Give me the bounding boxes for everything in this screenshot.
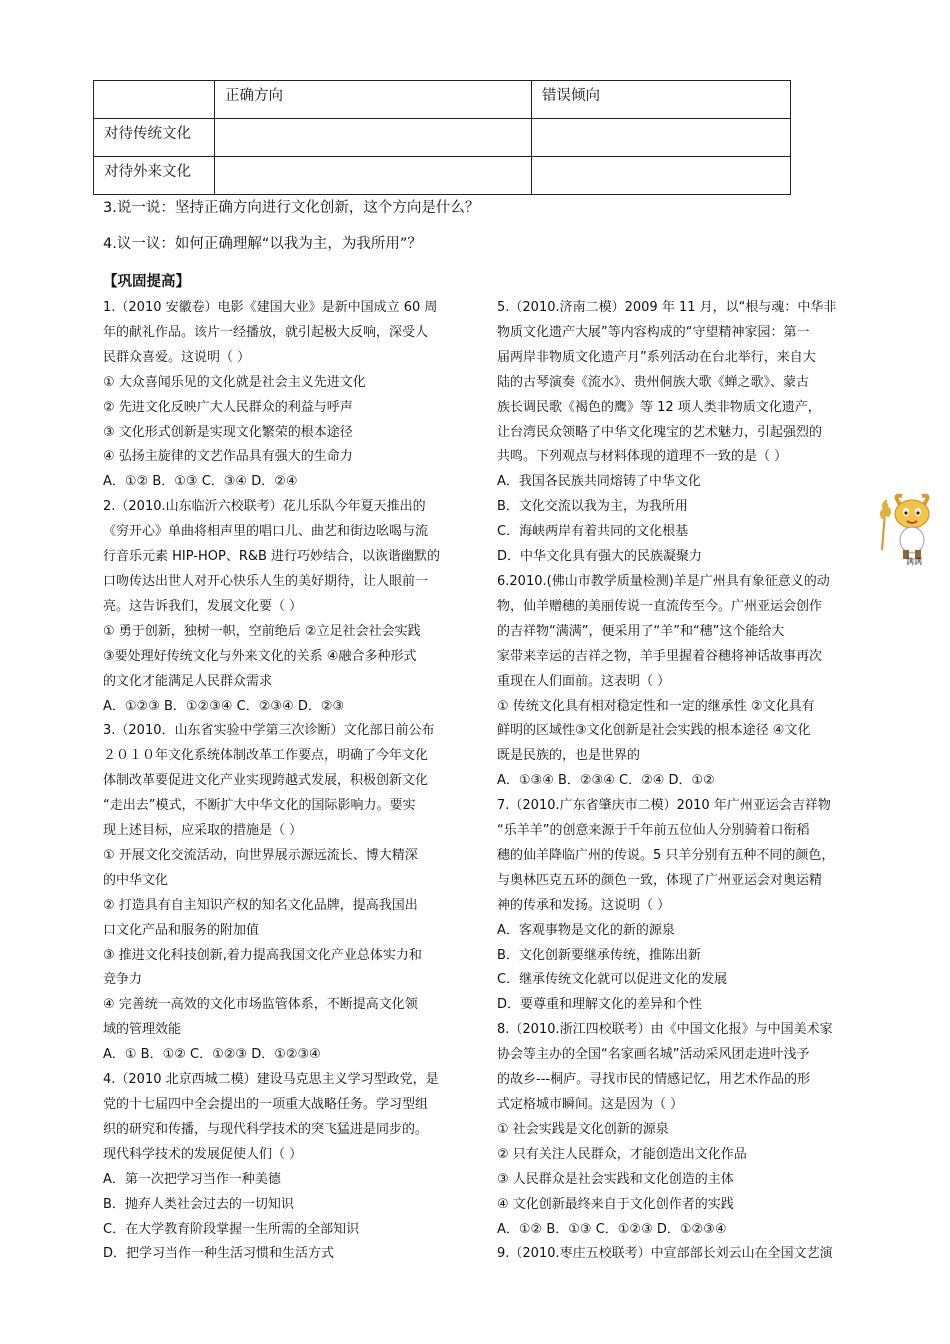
right-text-line: 协会等主办的全国“名家画名城”活动采风团走进叶浅予 — [497, 1047, 810, 1063]
right-text-line: 物，仙羊赠穗的美丽传说一直流传至今。广州亚运会创作 — [497, 598, 823, 614]
table-cell — [532, 119, 791, 157]
left-text-line: “走出去”模式，不断扩大中华文化的国际影响力。要实 — [103, 798, 416, 814]
right-text-line: A．客观事物是文化的新的源泉 — [497, 922, 675, 938]
right-column — [497, 296, 872, 1267]
left-text-line: ① 勇于创新，独树一帜，空前绝后 ②立足社会社会实践 — [103, 623, 421, 639]
left-text-line: ② 打造具有自主知识产权的知名文化品牌，提高我国出 — [103, 897, 418, 913]
right-text-line: 6.2010.(佛山市教学质量检测)羊是广州具有象征意义的动 — [497, 573, 830, 589]
left-text-line: 4.（2010 北京西城二模）建设马克思主义学习型政党，是 — [103, 1072, 439, 1088]
right-text-line: D．中华文化具有强大的民族凝聚力 — [497, 549, 703, 565]
left-text-line: A．第一次把学习当作一种美德 — [103, 1171, 281, 1187]
left-column — [103, 296, 473, 1267]
left-text-line: 口吻传达出世人对开心快乐人生的美好期待，让人眼前一 — [103, 573, 429, 589]
left-text-line: C．在大学教育阶段掌握一生所需的全部知识 — [103, 1221, 360, 1237]
right-text-line: 让台湾民众领略了中华文化瑰宝的艺术魅力，引起强烈的 — [497, 424, 823, 440]
right-text-line: C．继承传统文化就可以促进文化的发展 — [497, 972, 728, 988]
table-row-label: 对待传统文化 — [94, 119, 215, 157]
left-text-line: D．把学习当作一种生活习惯和生活方式 — [103, 1246, 335, 1262]
right-text-line: 5.（2010.济南二模）2009 年 11 月，以“根与魂：中华非 — [497, 300, 837, 315]
table-cell — [532, 157, 791, 195]
left-text-line: ２０１０年文化系统体制改革工作要点，明确了今年文化 — [103, 748, 429, 764]
left-text-line: 2.（2010.山东临沂六校联考）花儿乐队今年夏天推出的 — [103, 499, 426, 515]
right-text-line: 家带来幸运的吉祥之物，羊手里握着谷穗将神话故事再次 — [497, 648, 823, 664]
right-text-line: 物质文化遗产大展”等内容构成的“守望精神家园：第一 — [497, 324, 810, 340]
left-text-line: 现代科学技术的发展促使人们（ ） — [103, 1146, 303, 1162]
left-text-line: 的文化才能满足人民群众需求 — [103, 673, 273, 689]
right-text-line: 的故乡---桐庐。寻找市民的情感记忆，用艺术作品的形 — [497, 1072, 811, 1088]
right-text-line: ④ 文化创新最终来自于文化创作者的实践 — [497, 1196, 734, 1212]
right-text-line: 8.（2010.浙江四校联考）由《中国文化报》与中国美术家 — [497, 1022, 833, 1038]
right-text-line: 族长调民歌《褐色的鹰》等 12 项人类非物质文化遗产， — [497, 399, 821, 415]
left-text-line: ③ 推进文化科技创新,着力提高我国文化产业总体实力和 — [103, 947, 422, 963]
right-text-line: ③ 人民群众是社会实践和文化创造的主体 — [497, 1171, 734, 1187]
right-text-line: 式定格城市瞬间。这是因为（ ） — [497, 1097, 684, 1112]
left-text-line: 年的献礼作品。该片一经播放，就引起极大反响，深受人 — [103, 324, 429, 340]
left-text-line: ② 先进文化反映广大人民群众的利益与呼声 — [103, 399, 353, 415]
table-header-row — [94, 81, 791, 119]
left-text-line: 党的十七届四中全会提出的一项重大战略任务。学习型组 — [103, 1097, 429, 1112]
right-text-line: D．要尊重和理解文化的差异和个性 — [497, 997, 703, 1013]
left-text-line: ③ 文化形式创新是实现文化繁荣的根本途径 — [103, 424, 353, 440]
left-text-line: 行音乐元素 HIP-HOP、R&B 进行巧妙结合，以诙谐幽默的 — [103, 549, 441, 565]
left-text-line: A．①②③ B．①②③④ C．②③④ D．②③ — [103, 698, 345, 714]
question-3: 3.说一说：坚持正确方向进行文化创新，这个方向是什么？ — [103, 200, 480, 216]
right-text-line: A．①② B．①③ C．①②③ D．①②③④ — [497, 1221, 727, 1237]
left-text-line: 1.（2010 安徽卷）电影《建国大业》是新中国成立 60 周 — [103, 300, 438, 315]
table-cell — [215, 119, 532, 157]
left-text-line: ③要处理好传统文化与外来文化的关系 ④融合多种形式 — [103, 648, 417, 664]
right-text-line: B．文化交流以我为主，为我所用 — [497, 499, 688, 515]
right-text-line: 穗的仙羊降临广州的传说。5 只羊分别有五种不同的颜色， — [497, 847, 835, 863]
left-text-line: A．①② B．①③ C．③④ D．②④ — [103, 474, 298, 490]
right-text-line: 陆的古琴演奏《流水》、贵州侗族大歌《蝉之歌》、蒙古 — [497, 374, 810, 390]
table-cell — [215, 157, 532, 195]
right-text-line: B．文化创新要继承传统，推陈出新 — [497, 947, 701, 963]
left-text-line: A．① B．①② C．①②③ D．①②③④ — [103, 1047, 321, 1063]
right-text-line: ② 只有关注人民群众，才能创造出文化作品 — [497, 1146, 747, 1162]
table-header-cell: 正确方向 — [215, 81, 532, 119]
left-text-line: 3.（2010．山东省实验中学第三次诊断）文化部日前公布 — [103, 723, 435, 739]
right-text-line: 届两岸非物质文化遗产月”系列活动在台北举行，来自大 — [497, 349, 816, 365]
right-text-line: A．我国各民族共同熔铸了中华文化 — [497, 474, 701, 490]
table-row-label: 对待外来文化 — [94, 157, 215, 195]
right-text-line: “乐羊羊”的创意来源于千年前五位仙人分别骑着口衔稻 — [497, 823, 810, 839]
goat-mascot-icon — [872, 490, 944, 570]
right-text-line: A．①③④ B．②③④ C．②④ D．①② — [497, 773, 715, 789]
table-row — [94, 119, 791, 157]
right-text-line: ① 社会实践是文化创新的源泉 — [497, 1121, 669, 1137]
right-text-line: 神的传承和发扬。这说明（ ） — [497, 897, 671, 913]
right-text-line: 鲜明的区域性③文化创新是社会实践的根本途径 ④文化 — [497, 723, 811, 739]
left-text-line: 民群众喜爱。这说明（ ） — [103, 349, 251, 365]
table-row — [94, 157, 791, 195]
left-text-line: 口文化产品和服务的附加值 — [103, 922, 260, 938]
left-text-line: 现上述目标，应采取的措施是（ ） — [103, 823, 303, 839]
left-text-line: 域的管理效能 — [103, 1022, 182, 1038]
right-text-line: C．海峡两岸有着共同的文化根基 — [497, 524, 689, 540]
left-text-line: 竞争力 — [103, 972, 143, 988]
section-title: 【巩固提高】 — [103, 274, 190, 290]
left-text-line: B．抛弃人类社会过去的一切知识 — [103, 1196, 294, 1212]
left-text-line: 织的研究和传播，与现代科学技术的突飞猛进是同步的。 — [103, 1121, 429, 1137]
right-text-line: 与奥林匹克五环的颜色一致，体现了广州亚运会对奥运精 — [497, 872, 823, 888]
mascot-caption: 满满 — [906, 557, 922, 566]
left-text-line: 亮。这告诉我们，发展文化要（ ） — [103, 598, 303, 614]
left-text-line: ④ 弘扬主旋律的文艺作品具有强大的生命力 — [103, 449, 353, 465]
culture-comparison-table — [93, 80, 791, 195]
right-text-line: ① 传统文化具有相对稳定性和一定的继承性 ②文化具有 — [497, 698, 815, 714]
right-text-line: 共鸣。下列观点与材料体现的道理不一致的是（ ） — [497, 449, 788, 465]
table-header-cell: 错误倾向 — [532, 81, 791, 119]
right-text-line: 7.（2010.广东省肇庆市二模）2010 年广州亚运会吉祥物 — [497, 798, 831, 814]
left-text-line: 的中华文化 — [103, 872, 169, 888]
left-text-line: ① 大众喜闻乐见的文化就是社会主义先进文化 — [103, 374, 366, 390]
left-text-line: 《穷开心》单曲将相声里的唱口儿、曲艺和街边吆喝与流 — [103, 524, 429, 540]
right-text-line: 9.（2010.枣庄五校联考）中宣部部长刘云山在全国文艺演 — [497, 1246, 833, 1262]
left-text-line: ① 开展文化交流活动，向世界展示源远流长、博大精深 — [103, 847, 418, 863]
left-text-line: 体制改革要促进文化产业实现跨越式发展，积极创新文化 — [103, 773, 429, 789]
right-text-line: 重现在人们面前。这表明（ ） — [497, 673, 671, 689]
question-4: 4.议一议：如何正确理解“以我为主，为我所用”？ — [103, 236, 422, 252]
right-text-line: 的吉祥物“满满”，便采用了“羊”和“穗”这个能给大 — [497, 623, 785, 639]
right-text-line: 既是民族的，也是世界的 — [497, 748, 641, 764]
table-header-cell — [94, 81, 215, 119]
left-text-line: ④ 完善统一高效的文化市场监管体系，不断提高文化领 — [103, 997, 418, 1013]
